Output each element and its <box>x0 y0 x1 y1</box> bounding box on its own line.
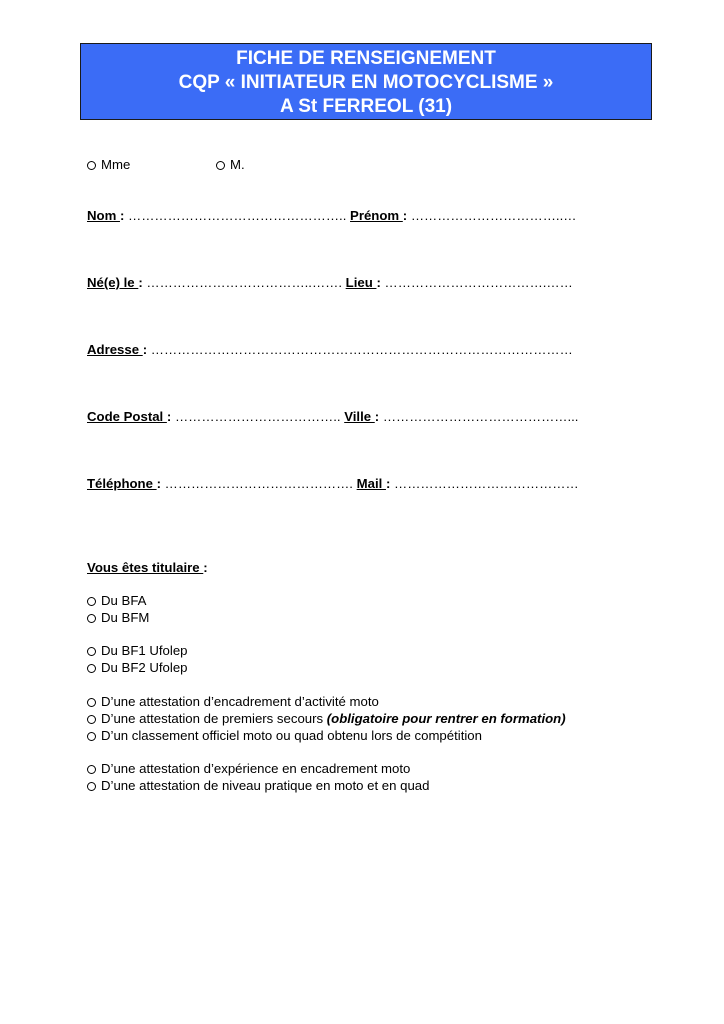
nom-prenom-row: Nom : ………………………………………….. Prénom : ……………………………..… <box>87 208 577 223</box>
naissance-row: Né(e) le : ………………………………..……. Lieu : ……………………………….…… <box>87 275 573 290</box>
nom-label: Nom <box>87 208 120 223</box>
title-line-1: FICHE DE RENSEIGNEMENT <box>236 48 496 69</box>
option-bfa-label: Du BFA <box>101 593 147 608</box>
radio-circle-icon[interactable] <box>87 698 96 707</box>
adresse-field[interactable]: …………………………………………………………………………………… <box>150 342 573 357</box>
option-att-secours[interactable] <box>87 711 566 727</box>
ne-field[interactable]: ………………………………..……. <box>146 275 342 290</box>
title-line-3: A St FERREOL (31) <box>279 96 453 117</box>
option-bfm-label: Du BFM <box>101 610 150 625</box>
gender-m-label: M. <box>230 157 245 172</box>
radio-circle-icon[interactable] <box>216 161 225 170</box>
option-att-experience-label: D’une attestation d’expérience en encadrement moto <box>101 761 411 776</box>
option-att-secours-label: D’une attestation de premiers secours <box>101 711 327 726</box>
cp-field[interactable]: ……………………………….. <box>174 409 341 424</box>
adresse-label: Adresse <box>87 342 143 357</box>
radio-circle-icon[interactable] <box>87 715 96 724</box>
radio-circle-icon[interactable] <box>87 664 96 673</box>
option-classement-label: D’un classement officiel moto ou quad obtenu lors de compétition <box>101 728 482 743</box>
option-bf2-label: Du BF2 Ufolep <box>101 660 188 675</box>
cp-ville-row: Code Postal : ……………………………….. Ville : ……………………………………... <box>87 409 579 424</box>
nom-field[interactable]: ………………………………………….. <box>128 208 347 223</box>
option-bfm[interactable] <box>87 610 149 626</box>
option-bfa[interactable] <box>87 593 146 609</box>
tel-mail-row: Téléphone : ……………………………………. Mail : …………………………………… <box>87 476 579 491</box>
radio-circle-icon[interactable] <box>87 161 96 170</box>
prenom-field[interactable]: ……………………………..… <box>410 208 577 223</box>
prenom-label: Prénom <box>350 208 403 223</box>
mail-label: Mail <box>356 476 386 491</box>
tel-label: Téléphone <box>87 476 157 491</box>
ville-label: Ville <box>344 409 375 424</box>
option-bf1-label: Du BF1 Ufolep <box>101 643 188 658</box>
mail-field[interactable]: …………………………………… <box>394 476 579 491</box>
tel-field[interactable]: ……………………………………. <box>164 476 353 491</box>
title-line-2: CQP « INITIATEUR EN MOTOCYCLISME » <box>178 72 554 93</box>
gender-mme[interactable] <box>87 157 130 173</box>
adresse-row: Adresse : …………………………………………………………………………………… <box>87 342 573 357</box>
radio-circle-icon[interactable] <box>87 647 96 656</box>
option-att-encadrement-label: D’une attestation d’encadrement d’activité moto <box>101 694 379 709</box>
lieu-field[interactable]: ……………………………….…… <box>384 275 573 290</box>
gender-mme-label: Mme <box>101 157 131 172</box>
radio-circle-icon[interactable] <box>87 732 96 741</box>
option-att-experience[interactable] <box>87 761 410 777</box>
ville-field[interactable]: ……………………………………... <box>382 409 579 424</box>
radio-circle-icon[interactable] <box>87 614 96 623</box>
radio-circle-icon[interactable] <box>87 765 96 774</box>
ne-label: Né(e) le <box>87 275 139 290</box>
option-classement[interactable] <box>87 728 482 744</box>
option-att-secours-note: (obligatoire pour rentrer en formation) <box>326 711 566 726</box>
titulaire-heading: Vous êtes titulaire : <box>87 560 208 575</box>
radio-circle-icon[interactable] <box>87 782 96 791</box>
lieu-label: Lieu <box>345 275 377 290</box>
option-att-niveau-label: D’une attestation de niveau pratique en moto et en quad <box>101 778 430 793</box>
option-att-niveau[interactable] <box>87 778 429 794</box>
cp-label: Code Postal <box>87 409 167 424</box>
option-bf1[interactable] <box>87 643 188 659</box>
form-title <box>80 43 652 120</box>
option-att-encadrement[interactable] <box>87 694 379 710</box>
gender-m[interactable] <box>216 157 245 173</box>
radio-circle-icon[interactable] <box>87 597 96 606</box>
titulaire-label: Vous êtes titulaire <box>87 560 204 575</box>
option-bf2[interactable] <box>87 660 188 676</box>
